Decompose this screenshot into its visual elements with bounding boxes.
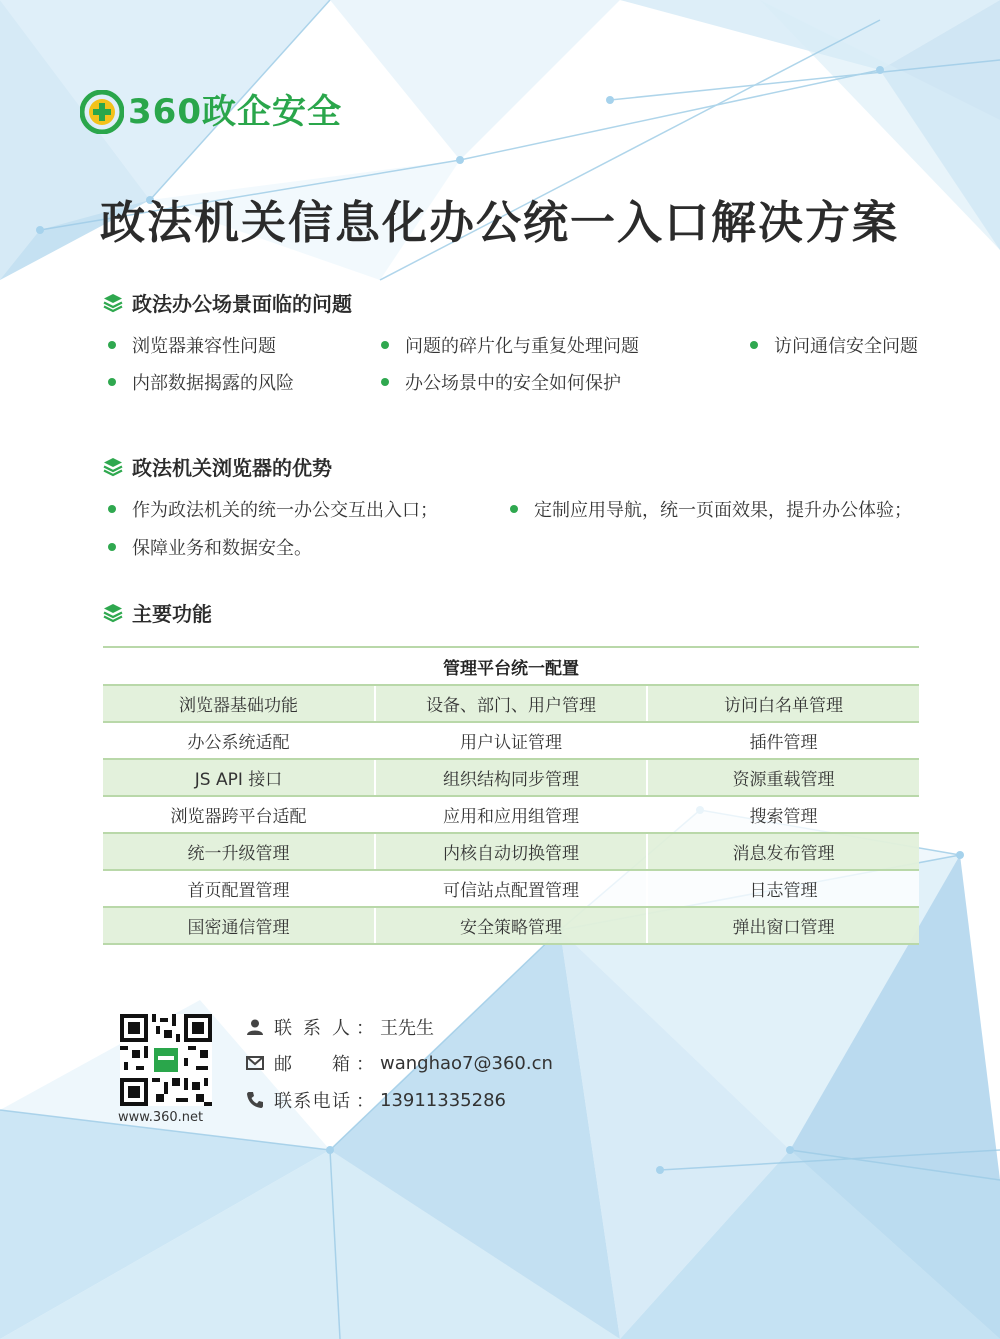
- table-cell: 组织结构同步管理: [375, 759, 647, 796]
- table-row: [103, 759, 919, 796]
- table-cell: 内核自动切换管理: [375, 833, 647, 870]
- page-title: 政法机关信息化办公统一入口解决方案: [100, 196, 900, 249]
- list-item: 问题的碎片化与重复处理问题: [381, 332, 639, 358]
- table-row: [103, 907, 919, 944]
- phone-number[interactable]: 13911335286: [380, 1089, 506, 1111]
- bullet-icon: [108, 378, 116, 386]
- table-row: [103, 796, 919, 833]
- table-cell: 统一升级管理: [103, 833, 375, 870]
- table-cell: 国密通信管理: [103, 907, 375, 944]
- phone-icon: [246, 1091, 264, 1109]
- bullet-icon: [108, 505, 116, 513]
- section-heading-functions: 主要功能: [102, 598, 212, 627]
- table-cell: 可信站点配置管理: [375, 870, 647, 907]
- table-cell: 安全策略管理: [375, 907, 647, 944]
- table-cell: 弹出窗口管理: [647, 907, 919, 944]
- table-header: 管理平台统一配置: [103, 647, 919, 685]
- table-cell: 插件管理: [647, 722, 919, 759]
- 360-logo-icon: [80, 90, 124, 134]
- bullet-icon: [381, 378, 389, 386]
- section-heading-problems: 政法办公场景面临的问题: [102, 288, 352, 317]
- table-row: [103, 870, 919, 907]
- list-item: 定制应用导航，统一页面效果，提升办公体验；: [510, 496, 912, 522]
- website-url[interactable]: www.360.net: [118, 1110, 204, 1125]
- table-cell: 消息发布管理: [647, 833, 919, 870]
- bullet-icon: [750, 341, 758, 349]
- mail-icon: [246, 1054, 264, 1072]
- bullet-icon: [381, 341, 389, 349]
- table-row: [103, 833, 919, 870]
- brand-logo: [80, 88, 342, 136]
- layers-icon: [102, 456, 124, 478]
- table-cell: 浏览器基础功能: [103, 685, 375, 722]
- table-cell: 办公系统适配: [103, 722, 375, 759]
- user-icon: [246, 1018, 264, 1036]
- table-cell: 首页配置管理: [103, 870, 375, 907]
- list-item: 内部数据揭露的风险: [108, 369, 294, 395]
- table-cell: 设备、部门、用户管理: [375, 685, 647, 722]
- table-cell: 应用和应用组管理: [375, 796, 647, 833]
- table-row: [103, 685, 919, 722]
- contact-phone: 联系电话 ： 13911335286: [246, 1087, 506, 1113]
- layers-icon: [102, 292, 124, 314]
- contact-email: 邮箱 ： wanghao7@360.cn: [246, 1050, 553, 1076]
- list-item: 保障业务和数据安全。: [108, 534, 312, 560]
- table-cell: 浏览器跨平台适配: [103, 796, 375, 833]
- bullet-icon: [108, 341, 116, 349]
- contact-person: 联系人 ： 王先生: [246, 1014, 434, 1040]
- bullet-icon: [108, 543, 116, 551]
- list-item: 作为政法机关的统一办公交互出入口；: [108, 496, 438, 522]
- list-item: 访问通信安全问题: [750, 332, 918, 358]
- table-cell: 搜索管理: [647, 796, 919, 833]
- functions-table: [103, 646, 919, 945]
- brand-name: 360政企安全: [128, 92, 342, 132]
- section-heading-advantages: 政法机关浏览器的优势: [102, 452, 332, 481]
- table-cell: JS API 接口: [103, 759, 375, 796]
- list-item: 浏览器兼容性问题: [108, 332, 276, 358]
- qr-code-icon[interactable]: [120, 1014, 212, 1106]
- email-link[interactable]: wanghao7@360.cn: [380, 1052, 553, 1074]
- layers-icon: [102, 602, 124, 624]
- table-cell: 用户认证管理: [375, 722, 647, 759]
- table-cell: 访问白名单管理: [647, 685, 919, 722]
- table-cell: 资源重载管理: [647, 759, 919, 796]
- list-item: 办公场景中的安全如何保护: [381, 369, 621, 395]
- table-row: [103, 722, 919, 759]
- bullet-icon: [510, 505, 518, 513]
- table-cell: 日志管理: [647, 870, 919, 907]
